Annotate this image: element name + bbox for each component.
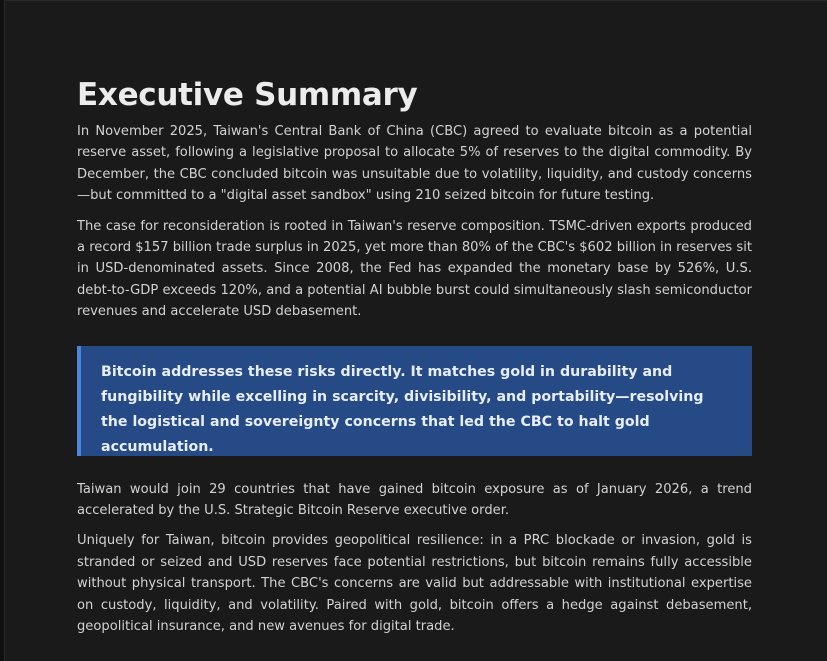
callout-text: Bitcoin addresses these risks directly. It matches gold in durability and fungibility while excelling in scarcity, divisibility, and portability—resolving the logistical and sovereignty concerns that led the CBC to halt gold accumulation.	[101, 363, 704, 455]
paragraph-reserve-composition: The case for reconsideration is rooted in Taiwan's reserve composition. TSMC-driven exports produced a record $157 billion trade surplus in 2025, yet more than 80% of the CBC's $602 billion in reserves sit in USD-denominated assets. Since 2008, the Fed has expanded the monetary base by 526%, U.S. debt-to-GDP exceeds 120%, and a potential AI bubble burst could simultaneously slash semiconductor revenues and accelerate USD debasement.	[77, 218, 752, 320]
callout-box	[77, 346, 752, 456]
paragraph-geopolitical: Uniquely for Taiwan, bitcoin provides geopolitical resilience: in a PRC blockade or invasion, gold is stranded or seized and USD reserves face potential restrictions, but bitcoin remains fully accessible without physical transport. The CBC's concerns are valid but addressable with institutional expertise on custody, liquidity, and volatility. Paired with gold, bitcoin offers a hedge against debasement, geopolitical insurance, and new avenues for digital trade.	[77, 533, 752, 635]
document-content	[77, 73, 752, 638]
document-page	[4, 0, 827, 661]
page-title: Executive Summary	[77, 77, 418, 113]
paragraph-countries: Taiwan would join 29 countries that have gained bitcoin exposure as of January 2026, a trend accelerated by the U.S. Strategic Bitcoin Reserve executive order.	[77, 481, 752, 519]
paragraph-intro: In November 2025, Taiwan's Central Bank of China (CBC) agreed to evaluate bitcoin as a potential reserve asset, following a legislative proposal to allocate 5% of reserves to the digital commodity. By December, the CBC concluded bitcoin was unsuitable due to volatility, liquidity, and custody concerns—but committed to a "digital asset sandbox" using 210 seized bitcoin for future testing.	[77, 124, 752, 204]
